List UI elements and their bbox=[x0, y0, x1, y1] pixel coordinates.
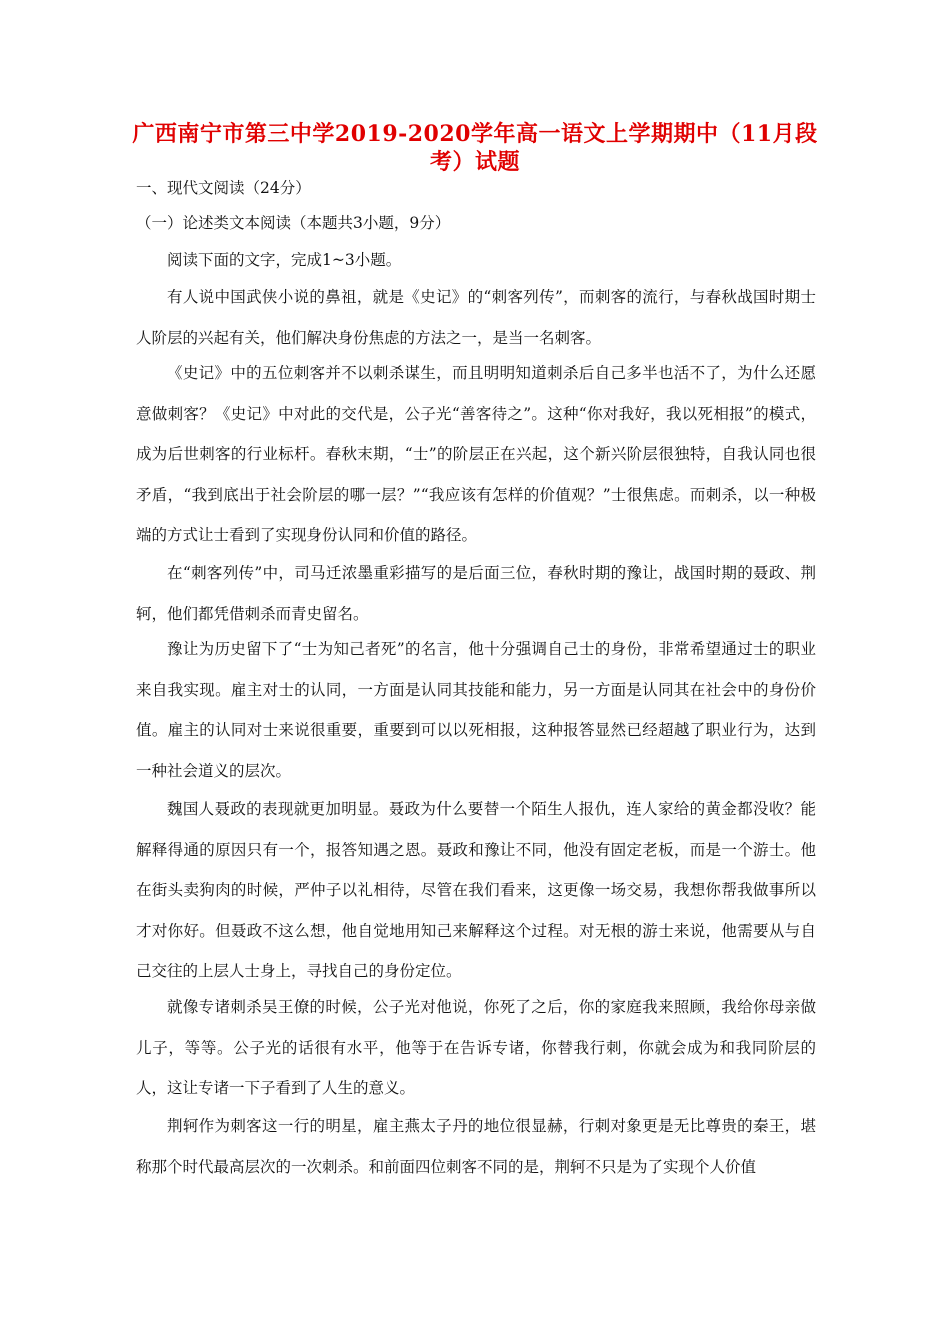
paragraph-1: 有人说中国武侠小说的鼻祖，就是《史记》的“刺客列传”，而刺客的流行，与春秋战国时期士人阶层的兴起有关，他们解决身份焦虑的方法之一，是当一名刺客。 bbox=[136, 288, 816, 347]
section-heading: 一、现代文阅读（24分） bbox=[136, 179, 311, 197]
subsection-heading: （一）论述类文本阅读（本题共3小题，9分） bbox=[136, 214, 451, 232]
paragraph-6: 就像专诸刺杀吴王僚的时候，公子光对他说，你死了之后，你的家庭我来照顾，我给你母亲做儿子，等等。公子光的话很有水平，他等于在告诉专诸，你替我行刺，你就会成为和我同阶层的人，这让专诸一下子看到了人生的意义。 bbox=[136, 998, 816, 1097]
paragraph-4: 豫让为历史留下了“士为知己者死”的名言，他十分强调自己士的身份，非常希望通过士的职业来自我实现。雇主对士的认同，一方面是认同其技能和能力，另一方面是认同其在社会中的身份价值。雇主的认同对士来说很重要，重要到可以以死相报，这种报答显然已经超越了职业行为，达到一种社会道义的层次。 bbox=[136, 640, 816, 780]
paragraph-3: 在“刺客列传”中，司马迁浓墨重彩描写的是后面三位，春秋时期的豫让，战国时期的聂政、荆轲，他们都凭借刺杀而青史留名。 bbox=[136, 564, 816, 623]
instruction-text: 阅读下面的文字，完成1~3小题。 bbox=[167, 251, 402, 269]
paragraph-2: 《史记》中的五位刺客并不以刺杀谋生，而且明明知道刺杀后自己多半也活不了，为什么还愿意做刺客？《史记》中对此的交代是，公子光“善客待之”。这种“你对我好，我以死相报”的模式，成为后世刺客的行业标杆。春秋末期，“士”的阶层正在兴起，这个新兴阶层很独特，自我认同也很矛盾，“我到底出于社会阶层的哪一层？”“我应该有怎样的价值观？”士很焦虑。而刺杀，以一种极端的方式让士看到了实现身份认同和价值的路径。 bbox=[136, 364, 816, 544]
paragraph-5: 魏国人聂政的表现就更加明显。聂政为什么要替一个陌生人报仇，连人家给的黄金都没收？能解释得通的原因只有一个，报答知遇之恩。聂政和豫让不同，他没有固定老板，而是一个游士。他在街头卖狗肉的时候，严仲子以礼相待，尽管在我们看来，这更像一场交易，我想你帮我做事所以才对你好。但聂政不这么想，他自觉地用知己来解释这个过程。对无根的游士来说，他需要从与自己交往的上层人士身上，寻找自己的身份定位。 bbox=[136, 800, 816, 980]
document-title: 广西南宁市第三中学2019-2020学年高一语文上学期期中（11月段考）试题 bbox=[132, 121, 818, 175]
paragraph-7: 荆轲作为刺客这一行的明星，雇主燕太子丹的地位很显赫，行刺对象更是无比尊贵的秦王，堪称那个时代最高层次的一次刺杀。和前面四位刺客不同的是，荆轲不只是为了实现个人价值 bbox=[136, 1117, 816, 1176]
